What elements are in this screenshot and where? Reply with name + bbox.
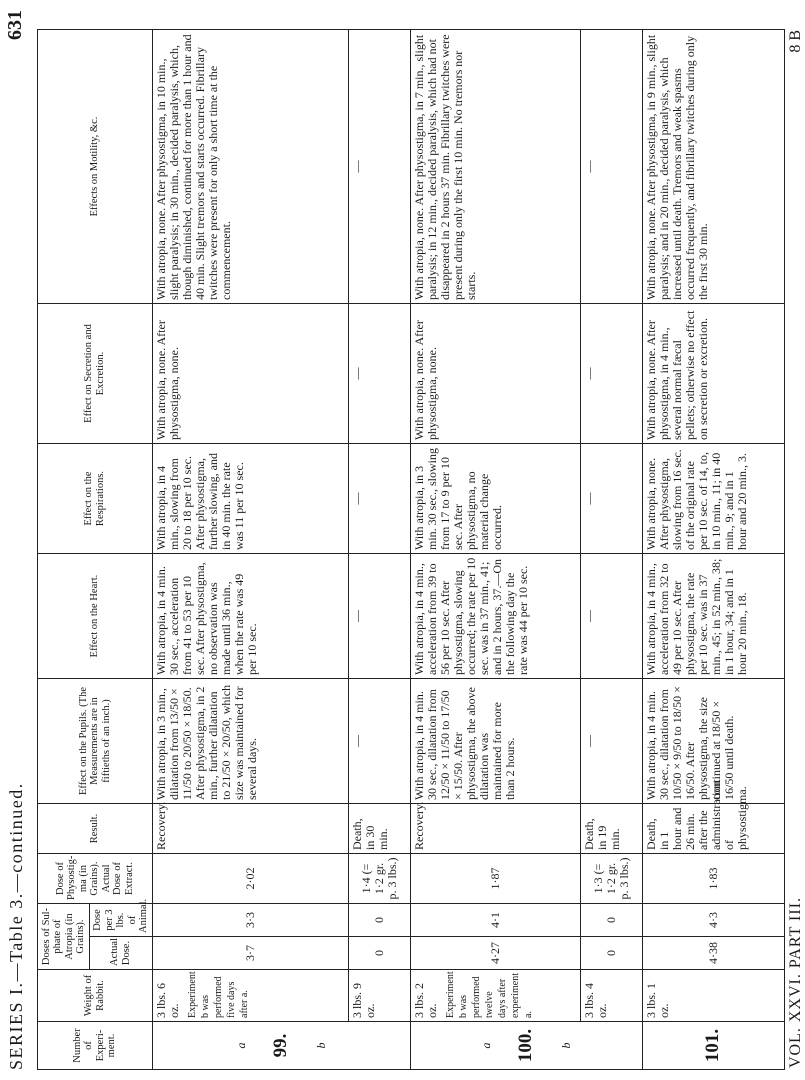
header-weight: Weight of Rabbit. xyxy=(38,970,153,1022)
table-row xyxy=(348,30,410,1070)
physostigma-dose: 2·02 xyxy=(152,854,348,904)
pupils-cell: With atropia, in 4 min. 30 sec., dilatation from 10/50 × 9/50 to 18/50 × 16/50. After physostigma, the size continued at 18/50 × 16/50 until death. xyxy=(642,679,785,804)
heart-cell: With atropia, in 4 min. 30 sec., acceleration from 41 to 53 per 10 sec. After physostigma, no observation was made until 36 min., when the rate was 49 per 10 sec. xyxy=(152,554,348,679)
respirations-cell: With atropia, in 4 min., slowing from 20 to 18 per 10 sec. After physostigma, further slowing, and in 40 min. the rate was 11 per 10 sec. xyxy=(152,444,348,554)
atropia-dose-per-3lbs: 4·3 xyxy=(642,904,785,937)
header-dose-per-3lbs: Dose per 3 lbs. of Animal. xyxy=(90,904,153,937)
experiment-number-label: 100. xyxy=(514,1028,536,1063)
data-table xyxy=(37,29,785,1070)
result-cell: Death, in 1 hour and 26 min. after the administration of physostigma. xyxy=(642,804,785,854)
motility-cell: With atropia, none. After physostigma, in 9 min., slight paralysis; and in 20 min., decided paralysis, which increased until death. Tremors and weak spasms occurred frequently, and fibrillary twitches during only the first 30 min. xyxy=(642,30,785,304)
motility-cell: — xyxy=(348,30,410,304)
weight-value: 3 lbs. 6 oz. xyxy=(153,982,181,1018)
running-head xyxy=(2,10,28,1070)
secretion-cell: — xyxy=(348,304,410,444)
header-actual-dose: Actual Dose. xyxy=(90,937,153,970)
experiment-number xyxy=(642,1022,785,1070)
rabbit-weight xyxy=(410,970,580,1022)
secretion-cell: With atropia, none. After physostigma, none. xyxy=(410,304,580,444)
heart-cell: — xyxy=(348,554,410,679)
experiment-note: Experiment b was performed five days after a. xyxy=(186,971,250,1018)
secretion-cell: With atropia, none. After physostigma, in 4 min., several normal fæcal pellets; otherwise no effect on secretion or excretion. xyxy=(642,304,785,444)
result-cell: Recovery. xyxy=(410,804,580,854)
experiment-letter: b xyxy=(313,1042,328,1049)
weight-value: 3 lbs. 2 oz. xyxy=(411,982,439,1018)
header-secretion: Effect on Secretion and Excretion. xyxy=(38,304,153,444)
table-row xyxy=(152,30,348,1070)
pupils-cell: — xyxy=(580,679,642,804)
motility-cell: With atropia, none. After physostigma, in 10 min., slight paralysis; in 30 min., decided paralysis, which, though diminished, continued for more than 1 hour and 40 min. Slight tremors and starts occurred. Fibrillary twitches were present for only a short time at the commencement. xyxy=(152,30,348,304)
header-physostigma: Dose of Physostig-ma (in Grains). Actual Dose of Extract. xyxy=(38,854,153,904)
atropia-actual-dose: 4·27 xyxy=(410,937,580,970)
rabbit-weight: 3 lbs. 1 oz. xyxy=(642,970,785,1022)
physostigma-dose: 1·83 xyxy=(642,854,785,904)
respirations-cell: — xyxy=(348,444,410,554)
header-result: Result. xyxy=(38,804,153,854)
experiment-note: Experiment b was performed twelve days after experiment a. xyxy=(444,971,534,1018)
motility-cell: With atropia, none. After physostigma, in 7 min., slight paralysis; in 12 min., decided paralysis, which had not disappeared in 2 hours 37 min. Fibrillary twitches were present during only the first 10 min. No tremors nor starts. xyxy=(410,30,580,304)
header-number: Number of Experi-ment. xyxy=(38,1022,153,1070)
atropia-actual-dose: 3·7 xyxy=(152,937,348,970)
pupils-cell: — xyxy=(348,679,410,804)
atropia-actual-dose: 0 xyxy=(580,937,642,970)
header-heart: Effect on the Heart. xyxy=(38,554,153,679)
experiment-letter: a xyxy=(478,1042,493,1049)
heart-cell: With atropia, in 4 min., acceleration from 32 to 49 per 10 sec. After physostigma, the rate per 10 sec. was in 37 min., 45; in 52 min., 38; in 1 hour, 34; and in 1 hour 20 min., 18. xyxy=(642,554,785,679)
atropia-dose-per-3lbs: 0 xyxy=(348,904,410,937)
physostigma-dose: 1·4 (= 1·2 gr. p. 3 lbs.) xyxy=(348,854,410,904)
experiment-number xyxy=(152,1022,410,1070)
atropia-actual-dose: 4·38 xyxy=(642,937,785,970)
atropia-dose-per-3lbs: 0 xyxy=(580,904,642,937)
table-row xyxy=(410,30,580,1070)
signature-mark: 8 B xyxy=(787,30,804,53)
physostigma-dose: 1·87 xyxy=(410,854,580,904)
respirations-cell: With atropia, none. After physostigma, slowing from 16 sec. of the original rate per 10 sec. of 14, to, in 10 min., 11; in 40 min., 9; and in 1 hour and 20 min., 3. xyxy=(642,444,785,554)
physostigma-dose: 1·3 (= 1·2 gr. p. 3 lbs.) xyxy=(580,854,642,904)
result-cell: Recovery. xyxy=(152,804,348,854)
table-row xyxy=(642,30,785,1070)
heart-cell: With atropia, in 4 min., acceleration from 39 to 56 per 10 sec. After physostigma, slowing occurred; the rate per 10 sec. was in 37 min., 41; and in 2 hours, 37.—On the following day the rate was 44 per 10 sec. xyxy=(410,554,580,679)
atropia-actual-dose: 0 xyxy=(348,937,410,970)
experiment-letter: b xyxy=(558,1042,573,1049)
header-motility: Effects on Motility, &c. xyxy=(38,30,153,304)
atropia-dose-per-3lbs: 3·3 xyxy=(152,904,348,937)
secretion-cell: With atropia, none. After physostigma, none. xyxy=(152,304,348,444)
header-doses: Doses of Sul-phate of Atropia (in Grains). xyxy=(38,904,90,970)
experiment-number-label: 99. xyxy=(269,1033,291,1058)
table-row xyxy=(580,30,642,1070)
respirations-cell: With atropia, in 3 min. 30 sec., slowing from 17 to 9 per 10 sec. After physostigma, no material change occurred. xyxy=(410,444,580,554)
result-cell: Death, in 30 min. xyxy=(348,804,410,854)
experiment-number xyxy=(410,1022,642,1070)
secretion-cell: — xyxy=(580,304,642,444)
pupils-cell: With atropia, in 4 min. 30 sec., dilatation from 12/50 × 11/50 to 17/50 × 15/50. After physostigma, the above dilatation was maintained for more than 2 hours. xyxy=(410,679,580,804)
page-number: 631 xyxy=(4,10,26,40)
header-respirations: Effect on the Respirations. xyxy=(38,444,153,554)
experiment-letter: a xyxy=(233,1042,248,1049)
atropia-dose-per-3lbs: 4·1 xyxy=(410,904,580,937)
heart-cell: — xyxy=(580,554,642,679)
table-title: SERIES I.—Table 3.—continued. xyxy=(6,782,26,1070)
respirations-cell: — xyxy=(580,444,642,554)
rabbit-weight xyxy=(152,970,348,1022)
experiment-number-label: 101. xyxy=(701,1028,723,1063)
rabbit-weight: 3 lbs. 9 oz. xyxy=(348,970,410,1022)
rabbit-weight: 3 lbs. 4 oz. xyxy=(580,970,642,1022)
motility-cell: — xyxy=(580,30,642,304)
header-pupils: Effect on the Pupils. (The Measurements are in fiftieths of an inch.) xyxy=(38,679,153,804)
result-cell: Death, in 19 min. xyxy=(580,804,642,854)
pupils-cell: With atropia, in 3 min., dilatation from 13/50 × 11/50 to 20/50 × 18/50. After physostigma, in 2 min., further dilatation to 21/50 × 20/50, which size was maintained for several days. xyxy=(152,679,348,804)
volume-footer: VOL. XXVI. PART III. xyxy=(787,896,804,1068)
